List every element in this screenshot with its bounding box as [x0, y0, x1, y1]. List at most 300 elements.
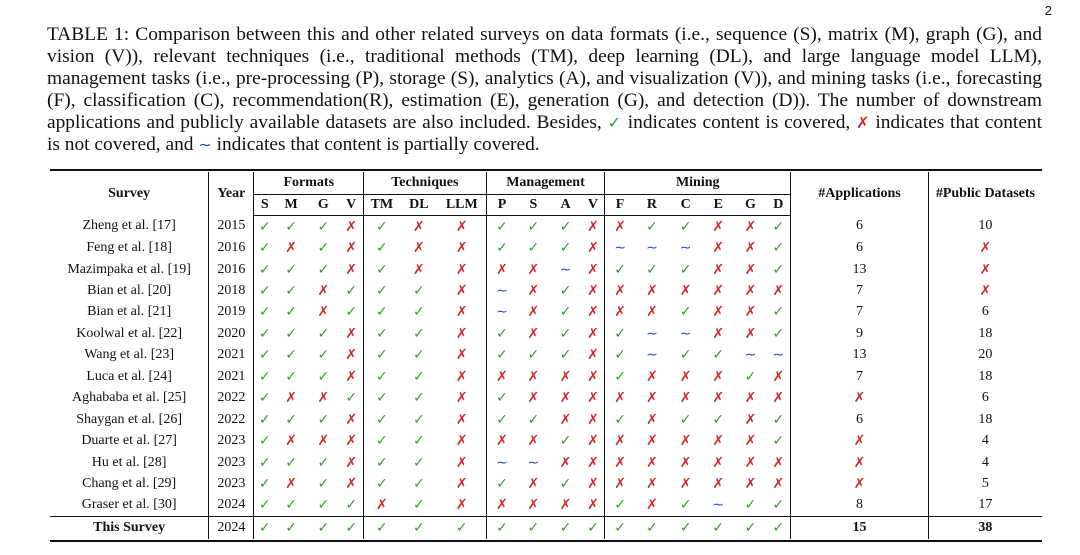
check-icon: ✓: [614, 368, 626, 385]
check-icon: ✓: [258, 475, 271, 492]
check-icon: ✓: [285, 283, 298, 300]
applications-count: 6: [791, 237, 929, 258]
check-icon: ✓: [614, 411, 626, 428]
subheader-mine-e: E: [702, 195, 734, 216]
check-icon: ✓: [317, 240, 330, 257]
cross-icon: ✗: [438, 409, 486, 430]
table-row: [50, 237, 1042, 258]
check-icon: ✓: [496, 390, 508, 407]
check-icon: ✓: [285, 325, 298, 342]
page-number: 2: [1044, 3, 1052, 18]
check-icon: ✓: [412, 347, 425, 364]
cross-icon: ✗: [438, 430, 486, 451]
check-icon: ✓: [679, 218, 692, 235]
datasets-count: 5: [981, 475, 989, 491]
subheader-mine-f: F: [605, 195, 635, 216]
check-icon: ✓: [412, 433, 425, 450]
check-icon: ✓: [527, 411, 540, 428]
table-row: [50, 259, 1042, 280]
check-icon: ✓: [376, 240, 388, 257]
cross-icon: ✗: [285, 475, 298, 492]
check-icon: ✓: [412, 497, 425, 514]
table-row: [50, 280, 1042, 301]
survey-year: 2022: [209, 409, 254, 430]
check-icon: ✓: [582, 517, 605, 539]
cross-icon: ✗: [646, 368, 658, 385]
table-row: [50, 216, 1042, 238]
check-icon: ✓: [285, 347, 298, 364]
check-icon: ✓: [712, 411, 725, 428]
check-icon: ✓: [767, 517, 791, 539]
check-icon: ✓: [317, 218, 330, 235]
table-row: [50, 430, 1042, 451]
table-row: [50, 345, 1042, 366]
check-icon: ✓: [607, 113, 622, 132]
check-icon: ✓: [258, 454, 271, 471]
check-icon: ✓: [496, 347, 508, 364]
check-icon: ✓: [376, 390, 388, 407]
check-icon: ✓: [744, 497, 757, 514]
check-icon: ✓: [285, 304, 298, 321]
check-icon: ✓: [412, 304, 425, 321]
datasets-count: 38: [928, 517, 1042, 539]
cross-icon: ✗: [679, 454, 692, 471]
check-icon: ✓: [376, 218, 388, 235]
cross-icon: ✗: [744, 240, 757, 257]
table-row: [50, 366, 1042, 387]
cross-icon: ✗: [679, 475, 692, 492]
cross-icon: ✗: [712, 433, 725, 450]
applications-count: 15: [791, 517, 929, 539]
survey-name: Graser et al. [30]: [50, 495, 209, 517]
cross-icon: ✗: [712, 218, 725, 235]
cross-icon: ✗: [559, 497, 572, 514]
check-icon: ✓: [317, 454, 330, 471]
subheader-mine-d: D: [767, 195, 791, 216]
cross-icon: ✗: [412, 218, 425, 235]
cross-icon: ✗: [712, 368, 725, 385]
check-icon: ✓: [646, 261, 658, 278]
check-icon: ✓: [376, 411, 388, 428]
check-icon: ✓: [438, 517, 486, 539]
check-icon: ✓: [559, 347, 572, 364]
datasets-count: ✗: [979, 240, 992, 257]
cross-icon: ✗: [496, 261, 508, 278]
cross-icon: ✗: [438, 345, 486, 366]
check-icon: ✓: [317, 325, 330, 342]
check-icon: ✓: [767, 495, 791, 517]
cross-icon: ✗: [712, 325, 725, 342]
tilde-icon: ∼: [198, 135, 212, 154]
check-icon: ✓: [317, 411, 330, 428]
tilde-icon: ∼: [679, 325, 692, 342]
check-icon: ✓: [635, 517, 669, 539]
table-row: [50, 323, 1042, 344]
comparison-table: [50, 172, 1042, 539]
check-icon: ✓: [679, 497, 692, 514]
cross-icon: ✗: [376, 497, 388, 514]
cross-icon: ✗: [438, 473, 486, 494]
survey-year: 2024: [209, 495, 254, 517]
cross-icon: ✗: [744, 411, 757, 428]
survey-name: This Survey: [50, 517, 209, 539]
applications-count: 13: [791, 259, 929, 280]
applications-count: 13: [791, 345, 929, 366]
cross-icon: ✗: [712, 283, 725, 300]
cross-icon: ✗: [412, 261, 425, 278]
cross-icon: ✗: [744, 218, 757, 235]
check-icon: ✓: [376, 454, 388, 471]
applications-count: 7: [791, 280, 929, 301]
cross-icon: ✗: [412, 240, 425, 257]
cross-icon: ✗: [614, 475, 626, 492]
check-icon: ✓: [412, 454, 425, 471]
cross-icon: ✗: [582, 259, 605, 280]
cross-icon: ✗: [527, 390, 540, 407]
cross-icon: ✗: [559, 368, 572, 385]
applications-count: ✗: [791, 473, 929, 494]
cross-icon: ✗: [767, 452, 791, 473]
cross-icon: ✗: [582, 302, 605, 323]
cross-icon: ✗: [438, 323, 486, 344]
check-icon: ✓: [339, 388, 363, 409]
check-icon: ✓: [549, 517, 581, 539]
cross-icon: ✗: [744, 304, 757, 321]
check-icon: ✓: [317, 475, 330, 492]
table-bottom-rule: [50, 540, 1042, 542]
survey-name: Shaygan et al. [26]: [50, 409, 209, 430]
cross-icon: ✗: [744, 261, 757, 278]
tilde-icon: ∼: [646, 325, 658, 342]
check-icon: ✓: [734, 517, 766, 539]
cross-icon: ✗: [646, 390, 658, 407]
cross-icon: ✗: [339, 430, 363, 451]
cross-icon: ✗: [646, 283, 658, 300]
cross-icon: ✗: [582, 366, 605, 387]
cross-icon: ✗: [527, 475, 540, 492]
check-icon: ✓: [679, 411, 692, 428]
survey-name: Zheng et al. [17]: [50, 216, 209, 238]
check-icon: ✓: [258, 218, 271, 235]
check-icon: ✓: [412, 475, 425, 492]
check-icon: ✓: [258, 325, 271, 342]
check-icon: ✓: [767, 302, 791, 323]
applications-count: 6: [791, 216, 929, 238]
cross-icon: ✗: [438, 280, 486, 301]
check-icon: ✓: [679, 347, 692, 364]
cross-icon: ✗: [582, 345, 605, 366]
cross-icon: ✗: [559, 390, 572, 407]
cross-icon: ✗: [438, 452, 486, 473]
survey-year: 2020: [209, 323, 254, 344]
cross-icon: ✗: [614, 283, 626, 300]
cross-icon: ✗: [712, 475, 725, 492]
survey-year: 2019: [209, 302, 254, 323]
check-icon: ✓: [669, 517, 702, 539]
survey-year: 2021: [209, 366, 254, 387]
check-icon: ✓: [285, 411, 298, 428]
check-icon: ✓: [412, 368, 425, 385]
check-icon: ✓: [400, 517, 438, 539]
check-icon: ✓: [376, 475, 388, 492]
table-row: [50, 473, 1042, 494]
check-icon: ✓: [527, 218, 540, 235]
survey-year: 2022: [209, 388, 254, 409]
survey-name: Wang et al. [23]: [50, 345, 209, 366]
check-icon: ✓: [376, 347, 388, 364]
survey-name: Feng et al. [18]: [50, 237, 209, 258]
cross-icon: ✗: [582, 280, 605, 301]
header-management: Management: [486, 172, 605, 195]
check-icon: ✓: [258, 411, 271, 428]
survey-year: 2015: [209, 216, 254, 238]
check-icon: ✓: [258, 347, 271, 364]
datasets-count: 18: [978, 411, 993, 427]
cross-icon: ✗: [646, 454, 658, 471]
applications-count: 8: [791, 495, 929, 517]
header-survey: Survey: [50, 172, 209, 216]
cross-icon: ✗: [438, 237, 486, 258]
check-icon: ✓: [339, 302, 363, 323]
datasets-count: 4: [981, 454, 989, 470]
applications-count: 7: [791, 302, 929, 323]
check-icon: ✓: [412, 283, 425, 300]
subheader-mgmt-v: V: [582, 195, 605, 216]
datasets-count: 20: [978, 347, 993, 363]
applications-count: ✗: [791, 388, 929, 409]
check-icon: ✓: [496, 325, 508, 342]
check-icon: ✓: [317, 347, 330, 364]
check-icon: ✓: [605, 517, 635, 539]
check-icon: ✓: [258, 390, 271, 407]
check-icon: ✓: [767, 323, 791, 344]
check-icon: ✓: [376, 261, 388, 278]
subheader-mine-c: C: [669, 195, 702, 216]
datasets-count: 18: [978, 325, 993, 341]
tilde-icon: ∼: [712, 497, 725, 514]
check-icon: ✓: [339, 280, 363, 301]
check-icon: ✓: [559, 218, 572, 235]
cross-icon: ✗: [527, 497, 540, 514]
check-icon: ✓: [517, 517, 549, 539]
check-icon: ✓: [527, 347, 540, 364]
check-icon: ✓: [285, 497, 298, 514]
cross-icon: ✗: [438, 366, 486, 387]
check-icon: ✓: [702, 517, 734, 539]
subheader-fmt-g: G: [307, 195, 339, 216]
survey-year: 2016: [209, 237, 254, 258]
cross-icon: ✗: [679, 368, 692, 385]
table-row: [50, 409, 1042, 430]
survey-year: 2021: [209, 345, 254, 366]
datasets-count: 6: [981, 304, 989, 320]
survey-name: Mazimpaka et al. [19]: [50, 259, 209, 280]
cross-icon: ✗: [527, 433, 540, 450]
cross-icon: ✗: [339, 345, 363, 366]
check-icon: ✓: [254, 517, 275, 539]
tilde-icon: ∼: [496, 454, 508, 471]
cross-icon: ✗: [744, 433, 757, 450]
header-row-groups: [50, 172, 1042, 195]
cross-icon: ✗: [712, 454, 725, 471]
survey-name: Duarte et al. [27]: [50, 430, 209, 451]
cross-icon: ✗: [527, 368, 540, 385]
tilde-icon: ∼: [646, 347, 658, 364]
check-icon: ✓: [339, 495, 363, 517]
check-icon: ✓: [412, 390, 425, 407]
check-icon: ✓: [767, 409, 791, 430]
cross-icon: ✗: [614, 433, 626, 450]
check-icon: ✓: [376, 433, 388, 450]
check-icon: ✓: [258, 368, 271, 385]
check-icon: ✓: [317, 261, 330, 278]
cross-icon: ✗: [712, 390, 725, 407]
cross-icon: ✗: [317, 283, 330, 300]
datasets-count: 18: [978, 368, 993, 384]
cross-icon: ✗: [582, 237, 605, 258]
check-icon: ✓: [679, 304, 692, 321]
cross-icon: ✗: [339, 259, 363, 280]
check-icon: ✓: [307, 517, 339, 539]
cross-icon: ✗: [582, 430, 605, 451]
survey-name: Bian et al. [20]: [50, 280, 209, 301]
cross-icon: ✗: [438, 495, 486, 517]
tilde-icon: ∼: [767, 345, 791, 366]
check-icon: ✓: [376, 368, 388, 385]
survey-year: 2023: [209, 452, 254, 473]
cross-icon: ✗: [438, 259, 486, 280]
cross-icon: ✗: [527, 283, 540, 300]
applications-count: ✗: [791, 452, 929, 473]
check-icon: ✓: [376, 304, 388, 321]
cross-icon: ✗: [438, 388, 486, 409]
cross-icon: ✗: [339, 473, 363, 494]
cross-icon: ✗: [582, 409, 605, 430]
cross-icon: ✗: [582, 452, 605, 473]
subheader-fmt-s: S: [254, 195, 275, 216]
check-icon: ✓: [317, 368, 330, 385]
check-icon: ✓: [767, 259, 791, 280]
tilde-icon: ∼: [496, 304, 508, 321]
cross-icon: ✗: [496, 497, 508, 514]
check-icon: ✓: [646, 218, 658, 235]
check-icon: ✓: [317, 497, 330, 514]
table-row: [50, 452, 1042, 473]
cross-icon: ✗: [285, 433, 298, 450]
cross-icon: ✗: [496, 368, 508, 385]
cross-icon: ✗: [582, 473, 605, 494]
subheader-fmt-m: M: [275, 195, 307, 216]
cross-icon: ✗: [744, 325, 757, 342]
cross-icon: ✗: [767, 280, 791, 301]
check-icon: ✓: [376, 283, 388, 300]
check-icon: ✓: [559, 240, 572, 257]
cross-icon: ✗: [438, 216, 486, 238]
cross-icon: ✗: [767, 366, 791, 387]
tilde-icon: ∼: [614, 240, 626, 257]
header-formats: Formats: [254, 172, 364, 195]
survey-name: Chang et al. [29]: [50, 473, 209, 494]
check-icon: ✓: [496, 411, 508, 428]
header-datasets: #Public Datasets: [935, 185, 1035, 201]
check-icon: ✓: [285, 261, 298, 278]
check-icon: ✓: [258, 433, 271, 450]
datasets-count: 6: [981, 390, 989, 406]
check-icon: ✓: [364, 517, 400, 539]
cross-icon: ✗: [856, 113, 870, 132]
check-icon: ✓: [614, 497, 626, 514]
cross-icon: ✗: [646, 304, 658, 321]
header-year: Year: [209, 172, 254, 216]
cross-icon: ✗: [285, 390, 298, 407]
cross-icon: ✗: [339, 452, 363, 473]
cross-icon: ✗: [339, 237, 363, 258]
table-row: [50, 388, 1042, 409]
cross-icon: ✗: [339, 216, 363, 238]
check-icon: ✓: [285, 368, 298, 385]
cross-icon: ✗: [646, 475, 658, 492]
header-applications: #Applications: [791, 172, 929, 216]
survey-name: Luca et al. [24]: [50, 366, 209, 387]
cross-icon: ✗: [582, 495, 605, 517]
subheader-mgmt-s: S: [517, 195, 549, 216]
table-top-rule: [50, 169, 1042, 171]
datasets-count: ✗: [979, 283, 992, 300]
subheader-tech-dl: DL: [400, 195, 438, 216]
tilde-icon: ∼: [646, 240, 658, 257]
cross-icon: ✗: [496, 433, 508, 450]
survey-name: Aghababa et al. [25]: [50, 388, 209, 409]
cross-icon: ✗: [317, 433, 330, 450]
tilde-icon: ∼: [744, 347, 757, 364]
check-icon: ✓: [559, 433, 572, 450]
survey-year: 2018: [209, 280, 254, 301]
cross-icon: ✗: [559, 454, 572, 471]
survey-year: 2023: [209, 430, 254, 451]
check-icon: ✓: [496, 475, 508, 492]
cross-icon: ✗: [744, 454, 757, 471]
cross-icon: ✗: [317, 390, 330, 407]
cross-icon: ✗: [582, 388, 605, 409]
header-techniques: Techniques: [364, 172, 487, 195]
check-icon: ✓: [559, 283, 572, 300]
check-icon: ✓: [559, 304, 572, 321]
check-icon: ✓: [614, 325, 626, 342]
check-icon: ✓: [258, 304, 271, 321]
applications-count: ✗: [791, 430, 929, 451]
subheader-mine-g: G: [734, 195, 766, 216]
table-row: [50, 302, 1042, 323]
cross-icon: ✗: [339, 323, 363, 344]
cross-icon: ✗: [767, 473, 791, 494]
check-icon: ✓: [486, 517, 517, 539]
cross-icon: ✗: [339, 409, 363, 430]
check-icon: ✓: [285, 454, 298, 471]
check-icon: ✓: [679, 261, 692, 278]
subheader-mgmt-p: P: [486, 195, 517, 216]
cross-icon: ✗: [527, 325, 540, 342]
survey-year: 2024: [209, 517, 254, 539]
check-icon: ✓: [376, 325, 388, 342]
check-icon: ✓: [258, 283, 271, 300]
cross-icon: ✗: [527, 304, 540, 321]
cross-icon: ✗: [582, 216, 605, 238]
datasets-count: 17: [978, 497, 993, 513]
cross-icon: ✗: [559, 411, 572, 428]
survey-year: 2016: [209, 259, 254, 280]
subheader-mine-r: R: [635, 195, 669, 216]
cross-icon: ✗: [679, 433, 692, 450]
